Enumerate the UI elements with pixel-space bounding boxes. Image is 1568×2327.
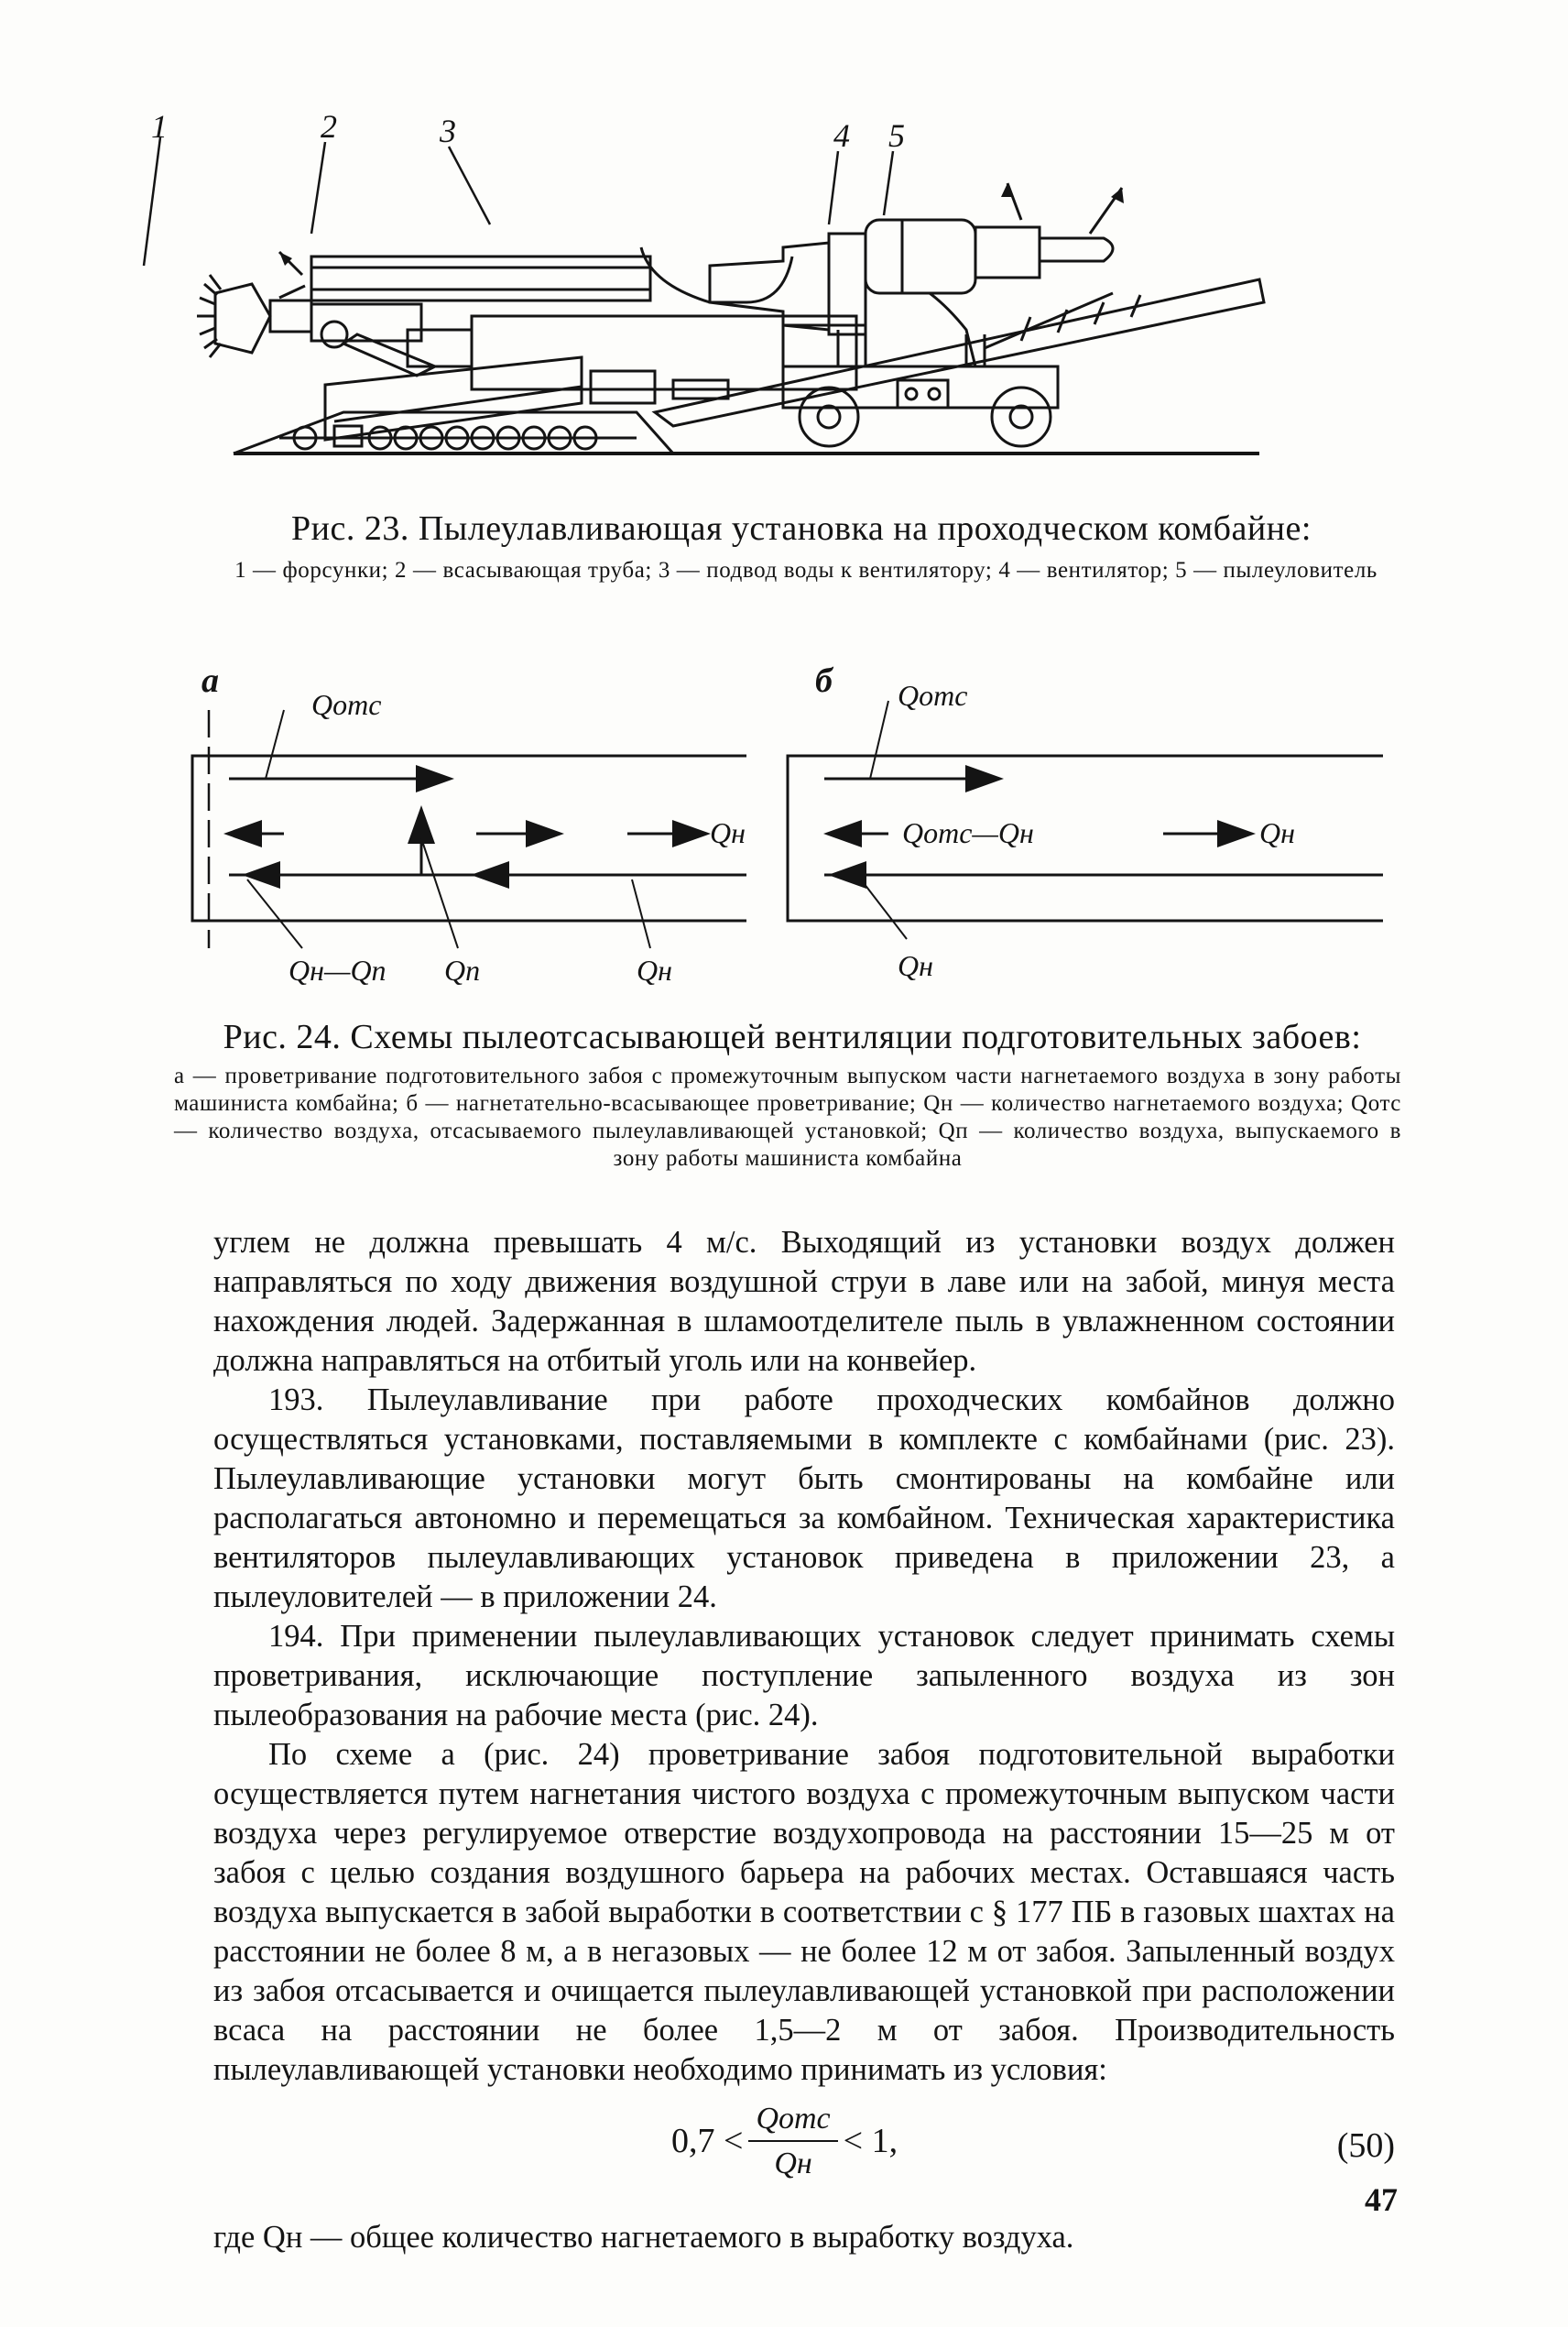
conveyor-trailer bbox=[655, 279, 1264, 446]
formula-numerator: Qотс bbox=[748, 2099, 837, 2142]
callout-3: 3 bbox=[440, 113, 456, 149]
formula-right: < 1, bbox=[843, 2121, 898, 2160]
cutter-head bbox=[197, 275, 311, 357]
panel-b-label: б bbox=[815, 661, 833, 700]
paragraph-194: 194. При применении пылеулавливающих установок следует принимать схемы проветривания, исключающие поступление запыленного воздуха из зон пылеобразования на рабочие места (рис. 24). bbox=[213, 1619, 1395, 1732]
water-feed-pipe bbox=[641, 247, 792, 302]
a-label-q-n-right: Qн bbox=[710, 816, 746, 849]
figure-24-drawing bbox=[174, 655, 1401, 1012]
panel-a-label: а bbox=[201, 661, 219, 700]
b-label-q-ots-minus-q-n: Qотс—Qн bbox=[902, 816, 1034, 849]
figure-23-legend: 1 — форсунки; 2 — всасывающая труба; 3 — подвод воды к вентилятору; 4 — вентилятор; 5 — пылеуловитель bbox=[234, 558, 1377, 583]
figure-24-legend: а — проветривание подготовительного забоя с промежуточным выпуском части нагнетаемого воздуха в зону работы машиниста комбайна; б — нагнетательно-всасывающее проветривание; Qн — количество нагнетаемого воздуха; Qотс — количество воздуха, отсасываемого пылеулавливающей установкой; Qп — количество воздуха, выпускаемого в зону работы машиниста комбайна bbox=[174, 1064, 1401, 1171]
formula-denominator: Qн bbox=[774, 2147, 812, 2180]
page-number: 47 bbox=[1365, 2181, 1398, 2218]
a-label-q-n-bottom: Qн bbox=[637, 954, 672, 987]
formula-50 bbox=[213, 2090, 1395, 2218]
b-label-q-ots: Qотс bbox=[898, 679, 968, 712]
fan-and-dust-catcher bbox=[710, 183, 1122, 366]
suction-tube bbox=[279, 252, 650, 341]
paragraph-where: где Qн — общее количество нагнетаемого в выработку воздуха. bbox=[213, 2220, 1074, 2255]
paragraph-193: 193. Пылеулавливание при работе проходческих комбайнов должно осуществляться установками, поставляемыми в комплекте с комбайнами (рис. 23). Пылеулавливающие установки могут быть смонтированы на комбайне или располагаться автономно и перемещаться за комбайном. Техническая характеристика вентиляторов пылеулавливающих установок приведена в приложении 23, а пылеуловителей — в приложении 24. bbox=[213, 1382, 1395, 1614]
callout-5: 5 bbox=[888, 117, 905, 154]
b-label-q-n-bottom: Qн bbox=[898, 949, 933, 982]
equation-number: (50) bbox=[1336, 2126, 1395, 2165]
body-text bbox=[213, 1223, 1395, 2257]
figure-23-drawing bbox=[151, 108, 1278, 486]
combine-body bbox=[234, 316, 866, 453]
paragraph-scheme-a: По схеме а (рис. 24) проветривание забоя подготовительной выработки осуществляется путем нагнетания чистого воздуха с промежуточным выпуском части воздуха через регулируемое отверстие воздухопровода на расстоянии 15—25 м от забоя с целью создания воздушного барьера на рабочих местах. Оставшаяся часть воздуха выпускается в забой выработки в соответствии с § 177 ПБ в газовых шахтах на расстоянии не более 8 м, а в негазовых — не более 12 м от забоя. Запыленный воздух из забоя отсасывается и очищается пылеулавливающей установкой при расположении всаса на расстоянии не более 1,5—2 м от забоя. Производительность пылеулавливающей установки необходимо принимать из условия: bbox=[213, 1737, 1395, 2087]
panel-a-scheme bbox=[192, 710, 746, 948]
callout-4: 4 bbox=[833, 117, 850, 154]
formula-expression bbox=[671, 2099, 898, 2183]
formula-fraction bbox=[748, 2099, 837, 2183]
b-label-q-n-right: Qн bbox=[1259, 816, 1295, 849]
a-label-q-ots: Qотс bbox=[311, 688, 382, 721]
callout-1: 1 bbox=[151, 108, 168, 145]
paragraph-1: углем не должна превышать 4 м/с. Выходящий из установки воздух должен направляться по ходу движения воздушной струи в лаве или на забой, минуя места нахождения людей. Задержанная в шламоотделителе пыль в увлажненном состоянии должна направляться на отбитый уголь или на конвейер. bbox=[213, 1225, 1395, 1378]
figure-23-caption: Рис. 23. Пылеулавливающая установка на проходческом комбайне: bbox=[291, 509, 1312, 548]
callout-2: 2 bbox=[321, 108, 337, 145]
a-label-q-p: Qп bbox=[444, 954, 481, 987]
figure-24-caption: Рис. 24. Схемы пылеотсасывающей вентиляции подготовительных забоев: bbox=[223, 1018, 1362, 1056]
formula-left: 0,7 < bbox=[671, 2121, 744, 2160]
a-label-q-n-minus-q-p: Qн—Qп bbox=[289, 954, 387, 987]
